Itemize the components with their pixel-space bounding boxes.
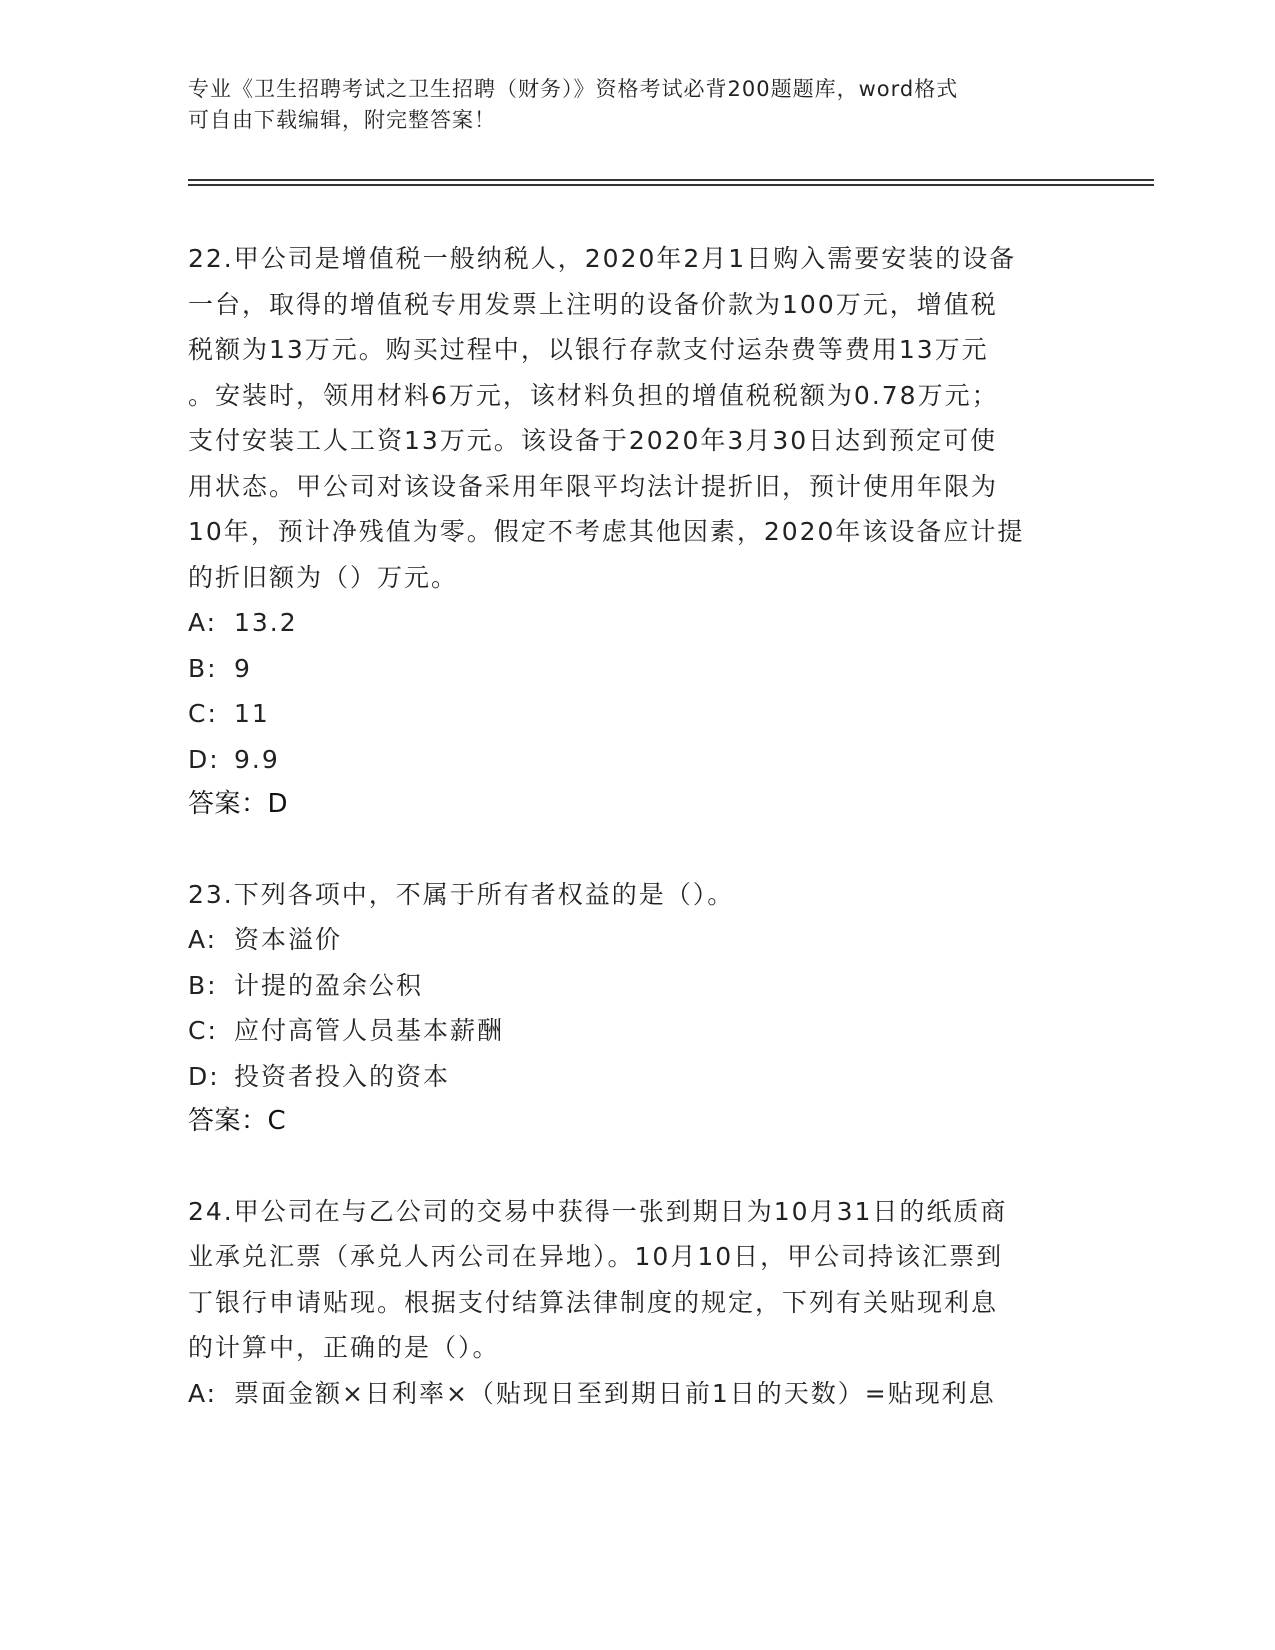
option-text: 应付高管人员基本薪酬 — [234, 1016, 505, 1045]
question-23 — [188, 872, 1088, 1145]
question-text-line: 用状态。甲公司对该设备采用年限平均法计提折旧，预计使用年限为 — [188, 471, 999, 501]
question-text-line: 22.甲公司是增值税一般纳税人，2020年2月1日购入需要安装的设备 — [188, 244, 1017, 273]
option-text: 计提的盈余公积 — [234, 970, 424, 1000]
question-text-line: 的计算中，正确的是（）。 — [188, 1333, 500, 1362]
option-text: 票面金额×日利率×（贴现日至到期日前1日的天数）=贴现利息 — [234, 1378, 996, 1408]
spacer — [188, 1145, 1088, 1189]
option-text: 13.2 — [234, 608, 298, 637]
header-line-2: 可自由下载编辑，附完整答案！ — [188, 108, 496, 132]
option-c — [188, 691, 1088, 737]
option-a — [188, 917, 1088, 963]
option-d — [188, 1054, 1088, 1100]
question-text-line: 24.甲公司在与乙公司的交易中获得一张到期日为10月31日的纸质商 — [188, 1196, 1008, 1226]
header-divider-top — [188, 179, 1154, 181]
spacer — [188, 828, 1088, 872]
question-text-line: 税额为13万元。购买过程中，以银行存款支付运杂费等费用13万元 — [188, 335, 989, 364]
question-text-line: 业承兑汇票（承兑人丙公司在异地）。10月10日，甲公司持该汇票到 — [188, 1242, 1004, 1271]
question-list — [188, 236, 1088, 1416]
option-letter: B: — [188, 653, 218, 683]
option-text: 11 — [234, 699, 270, 728]
answer-line: 答案：D — [188, 789, 289, 819]
option-letter: A: — [188, 608, 218, 637]
option-letter: D: — [188, 744, 220, 774]
option-b — [188, 963, 1088, 1009]
option-d — [188, 737, 1088, 783]
option-letter: C: — [188, 699, 218, 728]
question-24 — [188, 1189, 1088, 1417]
header-line-1: 专业《卫生招聘考试之卫生招聘（财务）》资格考试必背200题题库，word格式 — [188, 77, 959, 101]
question-text-line: 。安装时，领用材料6万元，该材料负担的增值税税额为0.78万元； — [188, 380, 999, 410]
option-text: 投资者投入的资本 — [234, 1061, 451, 1091]
option-a — [188, 1371, 1088, 1417]
option-text: 资本溢价 — [234, 925, 343, 954]
option-b — [188, 646, 1088, 692]
answer-line: 答案：C — [188, 1106, 287, 1136]
option-letter: D: — [188, 1061, 220, 1091]
option-c — [188, 1008, 1088, 1054]
document-header — [188, 74, 1088, 136]
option-a — [188, 600, 1088, 646]
option-text: 9.9 — [234, 744, 280, 774]
question-text-line: 支付安装工人工资13万元。该设备于2020年3月30日达到预定可使 — [188, 426, 998, 455]
option-letter: A: — [188, 925, 218, 954]
question-text-line: 10年，预计净残值为零。假定不考虑其他因素，2020年该设备应计提 — [188, 517, 1025, 546]
option-letter: B: — [188, 970, 218, 1000]
option-letter: C: — [188, 1016, 218, 1045]
option-letter: A: — [188, 1378, 218, 1408]
question-text-line: 的折旧额为（）万元。 — [188, 562, 459, 592]
question-text-line: 23.下列各项中，不属于所有者权益的是（）。 — [188, 879, 735, 909]
question-text-line: 一台，取得的增值税专用发票上注明的设备价款为100万元，增值税 — [188, 289, 998, 319]
option-text: 9 — [234, 653, 252, 683]
header-divider-bottom — [188, 184, 1154, 186]
question-22 — [188, 236, 1088, 828]
question-text-line: 丁银行申请贴现。根据支付结算法律制度的规定，下列有关贴现利息 — [188, 1287, 999, 1317]
